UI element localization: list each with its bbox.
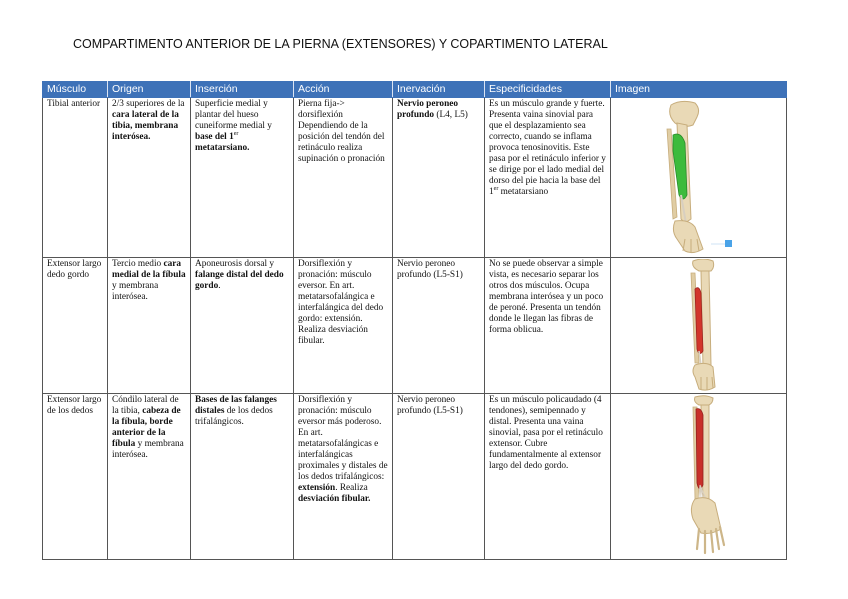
header-inervacion: Inervación: [393, 82, 485, 98]
cell-innervation: Nervio peroneo profundo (L5-S1): [393, 258, 485, 394]
table-header-row: [43, 82, 787, 98]
table-row: [43, 98, 787, 258]
cell-image: [611, 98, 787, 258]
cell-insertion: Bases de las falanges distales de los dedos trifalángicos.: [191, 394, 294, 560]
header-imagen: Imagen: [611, 82, 787, 98]
header-accion: Acción: [294, 82, 393, 98]
leg-skeleton-icon: [667, 101, 703, 253]
cell-innervation: Nervio peroneo profundo (L4, L5): [393, 98, 485, 258]
cell-insertion: Superficie medial y plantar del hueso cuneiforme medial y base del 1er metatarsiano.: [191, 98, 294, 258]
leg-skeleton-icon: [691, 396, 724, 553]
cell-image: [611, 394, 787, 560]
extensor-digitorum-muscle: [696, 409, 703, 489]
leg-anatomy-image: [615, 99, 787, 256]
leg-skeleton-icon: [691, 259, 715, 390]
cell-insertion: Aponeurosis dorsal y falange distal del dedo gordo.: [191, 258, 294, 394]
page-title: COMPARTIMENTO ANTERIOR DE LA PIERNA (EXTENSORES) Y COPARTIMENTO LATERAL: [73, 37, 608, 51]
cell-specifics: No se puede observar a simple vista, es necesario separar los otros dos músculos. Ocupa membrana interósea y un poco de peroné. Presenta un tendón donde le llegan las fibras de forma oblicua.: [485, 258, 611, 394]
cell-action: Dorsiflexión y pronación: músculo eversor más poderoso. En art. metatarsofalángicas e interfalángicas proximales y distales de los dedos trifalángicos: extensión. Realiza desviación fibular.: [294, 394, 393, 560]
cell-origin: 2/3 superiores de la cara lateral de la tibia, membrana interósea.: [108, 98, 191, 258]
cell-innervation: Nervio peroneo profundo (L5-S1): [393, 394, 485, 560]
leg-anatomy-image: [615, 395, 787, 558]
image-handle-icon: [725, 240, 732, 247]
cell-action: Pierna fija-> dorsiflexión Dependiendo de la posición del tendón del retináculo realiza supinación o pronación: [294, 98, 393, 258]
header-especificidades: Especificidades: [485, 82, 611, 98]
leg-anatomy-image: [615, 259, 787, 392]
cell-muscle: Tibial anterior: [43, 98, 108, 258]
cell-origin: Tercio medio cara medial de la fíbula y membrana interósea.: [108, 258, 191, 394]
table-row: [43, 394, 787, 560]
cell-origin: Cóndilo lateral de la tibia, cabeza de la fíbula, borde anterior de la fíbula y membrana interósea.: [108, 394, 191, 560]
table-row: [43, 258, 787, 394]
header-musculo: Músculo: [43, 82, 108, 98]
cell-specifics: Es un músculo grande y fuerte. Presenta vaina sinovial para que el desplazamiento sea correcto, cuando se inflama provoca tenosinovitis. Este pasa por el retináculo inferior y se dirige por el lado medial del dorso del pie hacia la base del 1er metatarsiano: [485, 98, 611, 258]
header-insercion: Inserción: [191, 82, 294, 98]
cell-muscle: Extensor largo dedo gordo: [43, 258, 108, 394]
cell-image: [611, 258, 787, 394]
cell-specifics: Es un músculo policaudado (4 tendones), semipennado y distal. Presenta una vaina sinovial, pasa por el retináculo extensor. Cubre fundamentalmente al extensor largo del dedo gordo.: [485, 394, 611, 560]
header-origen: Origen: [108, 82, 191, 98]
muscle-table: [42, 81, 787, 560]
cell-muscle: Extensor largo de los dedos: [43, 394, 108, 560]
cell-action: Dorsiflexión y pronación: músculo eversor. En art. metatarsofalángica e interfalángica del dedo gordo: extensión. Realiza desviación fibular.: [294, 258, 393, 394]
